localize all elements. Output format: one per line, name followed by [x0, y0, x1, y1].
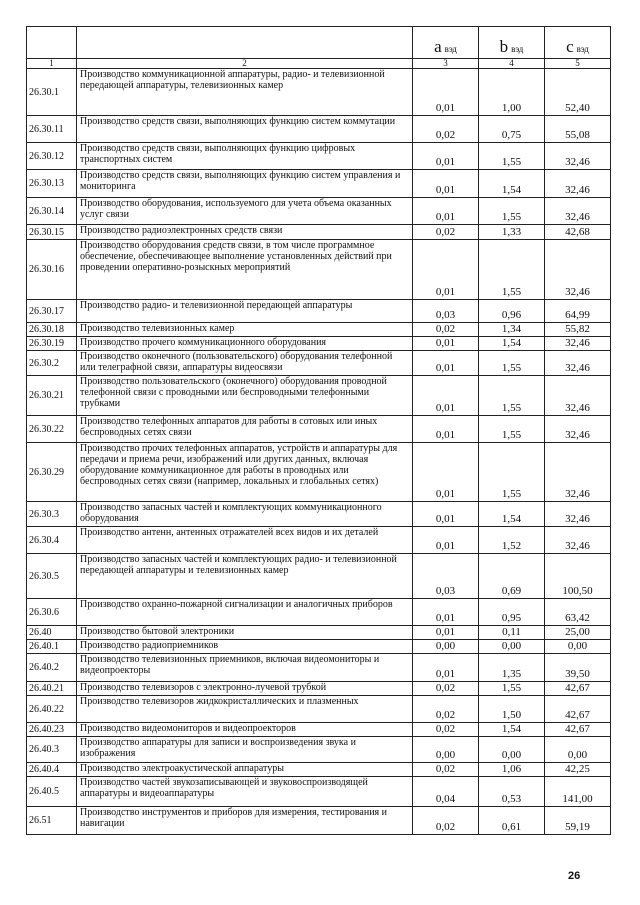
row-value-a: 0,01 [413, 351, 479, 376]
row-value-c: 32,46 [545, 376, 611, 416]
row-value-a: 0,01 [413, 170, 479, 198]
row-code: 26.40.23 [27, 723, 77, 737]
row-name: Производство телевизоров жидкокристаллических и плазменных [77, 696, 413, 723]
coefficients-table [26, 26, 611, 835]
row-code: 26.40 [27, 626, 77, 640]
row-name: Производство телевизионных приемников, включая видеомониторы и видеопроекторы [77, 654, 413, 682]
header-col-c-letter: c [566, 37, 574, 56]
row-value-c: 100,50 [545, 554, 611, 599]
column-number: 2 [77, 59, 413, 69]
row-code: 26.40.1 [27, 640, 77, 654]
row-value-c: 32,46 [545, 416, 611, 443]
row-code: 26.40.5 [27, 777, 77, 807]
row-value-c: 39,50 [545, 654, 611, 682]
row-code: 26.30.22 [27, 416, 77, 443]
row-value-c: 55,08 [545, 116, 611, 143]
table-row [27, 763, 611, 777]
row-name: Производство видеомониторов и видеопроекторов [77, 723, 413, 737]
row-code: 26.30.14 [27, 198, 77, 225]
column-number: 5 [545, 59, 611, 69]
row-value-a: 0,02 [413, 696, 479, 723]
row-value-a: 0,01 [413, 240, 479, 300]
row-name: Производство телевизоров с электронно-лучевой трубкой [77, 682, 413, 696]
row-value-b: 1,52 [479, 527, 545, 554]
table-row [27, 337, 611, 351]
row-value-a: 0,01 [413, 416, 479, 443]
table-row [27, 723, 611, 737]
row-code: 26.30.1 [27, 69, 77, 116]
row-value-a: 0,01 [413, 654, 479, 682]
table-row [27, 443, 611, 502]
table-row [27, 807, 611, 835]
row-name: Производство оконечного (пользовательского) оборудования телефонной или телеграфной связи, аппаратуры видеосвязи [77, 351, 413, 376]
row-value-c: 63,42 [545, 599, 611, 626]
row-code: 26.30.5 [27, 554, 77, 599]
row-name: Производство радио- и телевизионной передающей аппаратуры [77, 300, 413, 323]
table-row [27, 626, 611, 640]
row-value-b: 0,11 [479, 626, 545, 640]
row-code: 26.30.6 [27, 599, 77, 626]
row-code: 26.30.17 [27, 300, 77, 323]
table-row [27, 654, 611, 682]
row-value-a: 0,02 [413, 116, 479, 143]
header-col-c [545, 27, 611, 59]
row-value-a: 0,01 [413, 599, 479, 626]
row-value-b: 0,95 [479, 599, 545, 626]
table-row [27, 240, 611, 300]
table-row [27, 116, 611, 143]
row-name: Производство бытовой электроники [77, 626, 413, 640]
row-name: Производство радиоприемников [77, 640, 413, 654]
row-value-c: 59,19 [545, 807, 611, 835]
row-code: 26.30.11 [27, 116, 77, 143]
row-value-c: 32,46 [545, 170, 611, 198]
row-value-c: 42,67 [545, 723, 611, 737]
row-value-c: 32,46 [545, 240, 611, 300]
header-empty-name [77, 27, 413, 59]
row-code: 26.30.13 [27, 170, 77, 198]
table-row [27, 554, 611, 599]
row-name: Производство прочих телефонных аппаратов, устройств и аппаратуры для передачи и приема речи, изображений или других данных, включая оборудование коммуникационное для работы в проводных или беспроводных сетях связи (например, локальных и глобальных сетях) [77, 443, 413, 502]
column-number: 3 [413, 59, 479, 69]
row-value-b: 1,06 [479, 763, 545, 777]
row-value-c: 52,40 [545, 69, 611, 116]
row-value-c: 42,68 [545, 225, 611, 240]
row-value-a: 0,00 [413, 640, 479, 654]
row-name: Производство телевизионных камер [77, 323, 413, 337]
row-value-b: 1,55 [479, 240, 545, 300]
row-value-b: 1,50 [479, 696, 545, 723]
table-row [27, 696, 611, 723]
row-value-c: 32,46 [545, 502, 611, 527]
row-code: 26.30.16 [27, 240, 77, 300]
row-value-b: 1,54 [479, 170, 545, 198]
row-name: Производство оборудования, используемого для учета объема оказанных услуг связи [77, 198, 413, 225]
row-value-c: 32,46 [545, 351, 611, 376]
table-row [27, 599, 611, 626]
row-code: 26.30.29 [27, 443, 77, 502]
row-code: 26.30.21 [27, 376, 77, 416]
row-name: Производство охранно-пожарной сигнализации и аналогичных приборов [77, 599, 413, 626]
row-value-b: 1,55 [479, 443, 545, 502]
header-empty-code [27, 27, 77, 59]
row-name: Производство средств связи, выполняющих функцию систем управления и мониторинга [77, 170, 413, 198]
row-value-a: 0,02 [413, 225, 479, 240]
row-name: Производство коммуникационной аппаратуры, радио- и телевизионной передающей аппаратуры, телевизионных камер [77, 69, 413, 116]
row-value-c: 32,46 [545, 527, 611, 554]
row-code: 26.51 [27, 807, 77, 835]
row-name: Производство пользовательского (оконечного) оборудования проводной телефонной связи с проводными или беспроводными телефонными трубками [77, 376, 413, 416]
row-value-b: 1,54 [479, 337, 545, 351]
row-value-b: 1,54 [479, 723, 545, 737]
row-value-b: 0,53 [479, 777, 545, 807]
header-col-b [479, 27, 545, 59]
row-value-b: 0,75 [479, 116, 545, 143]
row-value-b: 0,96 [479, 300, 545, 323]
table-row [27, 376, 611, 416]
header-col-b-letter: b [499, 37, 509, 56]
row-value-a: 0,01 [413, 502, 479, 527]
row-value-c: 32,46 [545, 143, 611, 170]
table-row [27, 640, 611, 654]
row-value-a: 0,03 [413, 300, 479, 323]
row-value-b: 0,61 [479, 807, 545, 835]
table-row [27, 300, 611, 323]
row-code: 26.30.3 [27, 502, 77, 527]
table-row [27, 143, 611, 170]
column-number: 4 [479, 59, 545, 69]
row-code: 26.40.4 [27, 763, 77, 777]
row-value-c: 32,46 [545, 337, 611, 351]
row-value-a: 0,04 [413, 777, 479, 807]
table-row [27, 198, 611, 225]
row-value-a: 0,01 [413, 143, 479, 170]
row-value-b: 1,35 [479, 654, 545, 682]
row-name: Производство средств связи, выполняющих функцию систем коммутации [77, 116, 413, 143]
row-value-b: 0,00 [479, 640, 545, 654]
row-value-c: 0,00 [545, 640, 611, 654]
row-name: Производство аппаратуры для записи и воспроизведения звука и изображения [77, 737, 413, 763]
row-value-c: 42,67 [545, 682, 611, 696]
page-number: 26 [568, 870, 581, 882]
row-value-b: 1,55 [479, 416, 545, 443]
table-row [27, 777, 611, 807]
row-value-a: 0,02 [413, 682, 479, 696]
table-row [27, 170, 611, 198]
row-value-b: 0,69 [479, 554, 545, 599]
table-row [27, 69, 611, 116]
row-value-a: 0,01 [413, 626, 479, 640]
row-value-a: 0,01 [413, 69, 479, 116]
row-value-a: 0,00 [413, 737, 479, 763]
row-name: Производство средств связи, выполняющих функцию цифровых транспортных систем [77, 143, 413, 170]
column-number: 1 [27, 59, 77, 69]
row-value-c: 64,99 [545, 300, 611, 323]
table-row [27, 502, 611, 527]
row-code: 26.30.2 [27, 351, 77, 376]
row-value-c: 32,46 [545, 443, 611, 502]
row-value-c: 0,00 [545, 737, 611, 763]
row-code: 26.40.3 [27, 737, 77, 763]
row-value-b: 1,33 [479, 225, 545, 240]
row-value-c: 25,00 [545, 626, 611, 640]
header-row [27, 27, 611, 59]
row-value-a: 0,02 [413, 807, 479, 835]
row-name: Производство оборудования средств связи, в том числе программное обеспечение, обеспечивающее выполнение установленных действий при проведении оперативно-розыскных мероприятий [77, 240, 413, 300]
row-value-c: 32,46 [545, 198, 611, 225]
row-name: Производство антенн, антенных отражателей всех видов и их деталей [77, 527, 413, 554]
row-value-a: 0,01 [413, 198, 479, 225]
row-code: 26.30.4 [27, 527, 77, 554]
table-row [27, 323, 611, 337]
table-row [27, 737, 611, 763]
row-value-b: 1,55 [479, 198, 545, 225]
row-value-a: 0,01 [413, 337, 479, 351]
row-name: Производство инструментов и приборов для измерения, тестирования и навигации [77, 807, 413, 835]
row-name: Производство прочего коммуникационного оборудования [77, 337, 413, 351]
row-value-a: 0,01 [413, 443, 479, 502]
row-value-a: 0,02 [413, 763, 479, 777]
row-value-b: 1,55 [479, 682, 545, 696]
row-value-b: 1,55 [479, 143, 545, 170]
row-value-c: 55,82 [545, 323, 611, 337]
row-value-b: 1,55 [479, 351, 545, 376]
table-row [27, 351, 611, 376]
row-code: 26.30.12 [27, 143, 77, 170]
column-number-row [27, 59, 611, 69]
row-value-b: 1,54 [479, 502, 545, 527]
header-col-a [413, 27, 479, 59]
row-code: 26.30.15 [27, 225, 77, 240]
header-col-a-letter: a [434, 37, 442, 56]
row-code: 26.40.2 [27, 654, 77, 682]
row-value-b: 1,55 [479, 376, 545, 416]
row-name: Производство частей звукозаписывающей и звуковоспроизводящей аппаратуры и видеоаппаратуры [77, 777, 413, 807]
table-row [27, 416, 611, 443]
row-value-a: 0,03 [413, 554, 479, 599]
row-value-b: 1,00 [479, 69, 545, 116]
header-col-a-sub: вэд [444, 44, 457, 54]
table-row [27, 225, 611, 240]
header-col-b-sub: вэд [511, 44, 524, 54]
row-code: 26.40.21 [27, 682, 77, 696]
row-value-b: 1,34 [479, 323, 545, 337]
row-value-c: 141,00 [545, 777, 611, 807]
row-value-a: 0,01 [413, 527, 479, 554]
table-row [27, 527, 611, 554]
row-value-a: 0,01 [413, 376, 479, 416]
row-name: Производство запасных частей и комплектующих коммуникационного оборудования [77, 502, 413, 527]
row-code: 26.40.22 [27, 696, 77, 723]
row-code: 26.30.18 [27, 323, 77, 337]
row-code: 26.30.19 [27, 337, 77, 351]
row-value-b: 0,00 [479, 737, 545, 763]
row-value-c: 42,25 [545, 763, 611, 777]
row-name: Производство радиоэлектронных средств связи [77, 225, 413, 240]
row-name: Производство телефонных аппаратов для работы в сотовых или иных беспроводных сетях связи [77, 416, 413, 443]
row-value-c: 42,67 [545, 696, 611, 723]
row-value-a: 0,02 [413, 723, 479, 737]
table-row [27, 682, 611, 696]
row-name: Производство электроакустической аппаратуры [77, 763, 413, 777]
row-value-a: 0,02 [413, 323, 479, 337]
row-name: Производство запасных частей и комплектующих радио- и телевизионной передающей аппаратуры и телевизионных камер [77, 554, 413, 599]
header-col-c-sub: вэд [576, 44, 589, 54]
